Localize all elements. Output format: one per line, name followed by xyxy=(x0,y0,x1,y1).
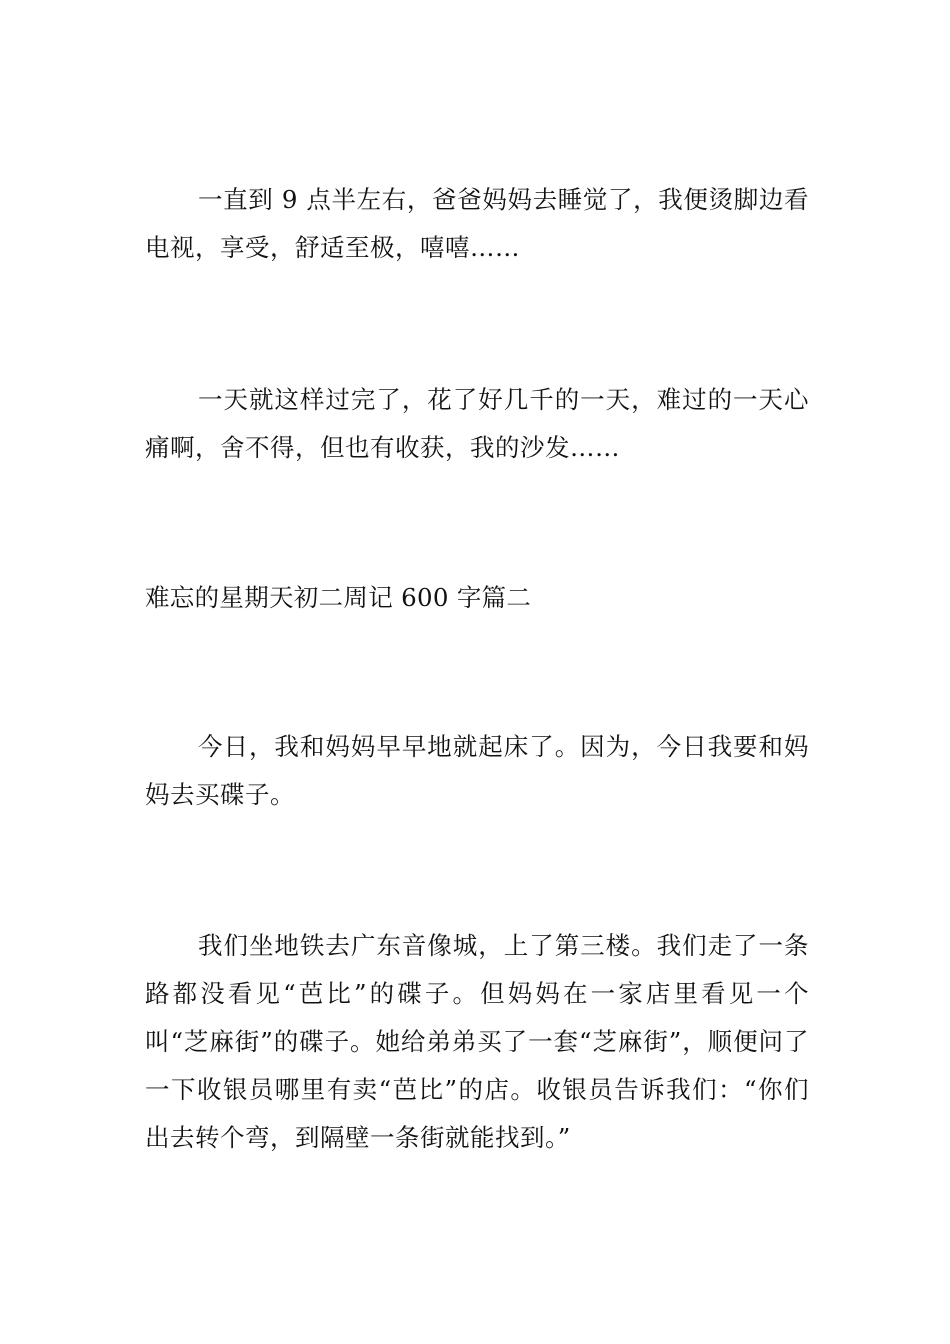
section-heading: 难忘的星期天初二周记 600 字篇二 xyxy=(145,583,532,612)
paragraph-4: 我们坐地铁去广东音像城，上了第三楼。我们走了一条路都没看见“芭比”的碟子。但妈妈在一家店里看见一个叫“芝麻街”的碟子。她给弟弟买了一套“芝麻街”，顺便问了一下收银员哪里有卖“芭比”的店。收银员告诉我们：“你们出去转个弯，到隔壁一条街就能找到。” xyxy=(145,931,809,1152)
paragraph-1: 一直到 9 点半左右，爸爸妈妈去睡觉了，我便烫脚边看电视，享受，舒适至极，嘻嘻…… xyxy=(145,185,809,262)
paragraph-3: 今日，我和妈妈早早地就起床了。因为，今日我要和妈妈去买碟子。 xyxy=(145,732,809,809)
paragraph-2: 一天就这样过完了，花了好几千的一天，难过的一天心痛啊，舍不得，但也有收获，我的沙发…… xyxy=(145,385,809,462)
